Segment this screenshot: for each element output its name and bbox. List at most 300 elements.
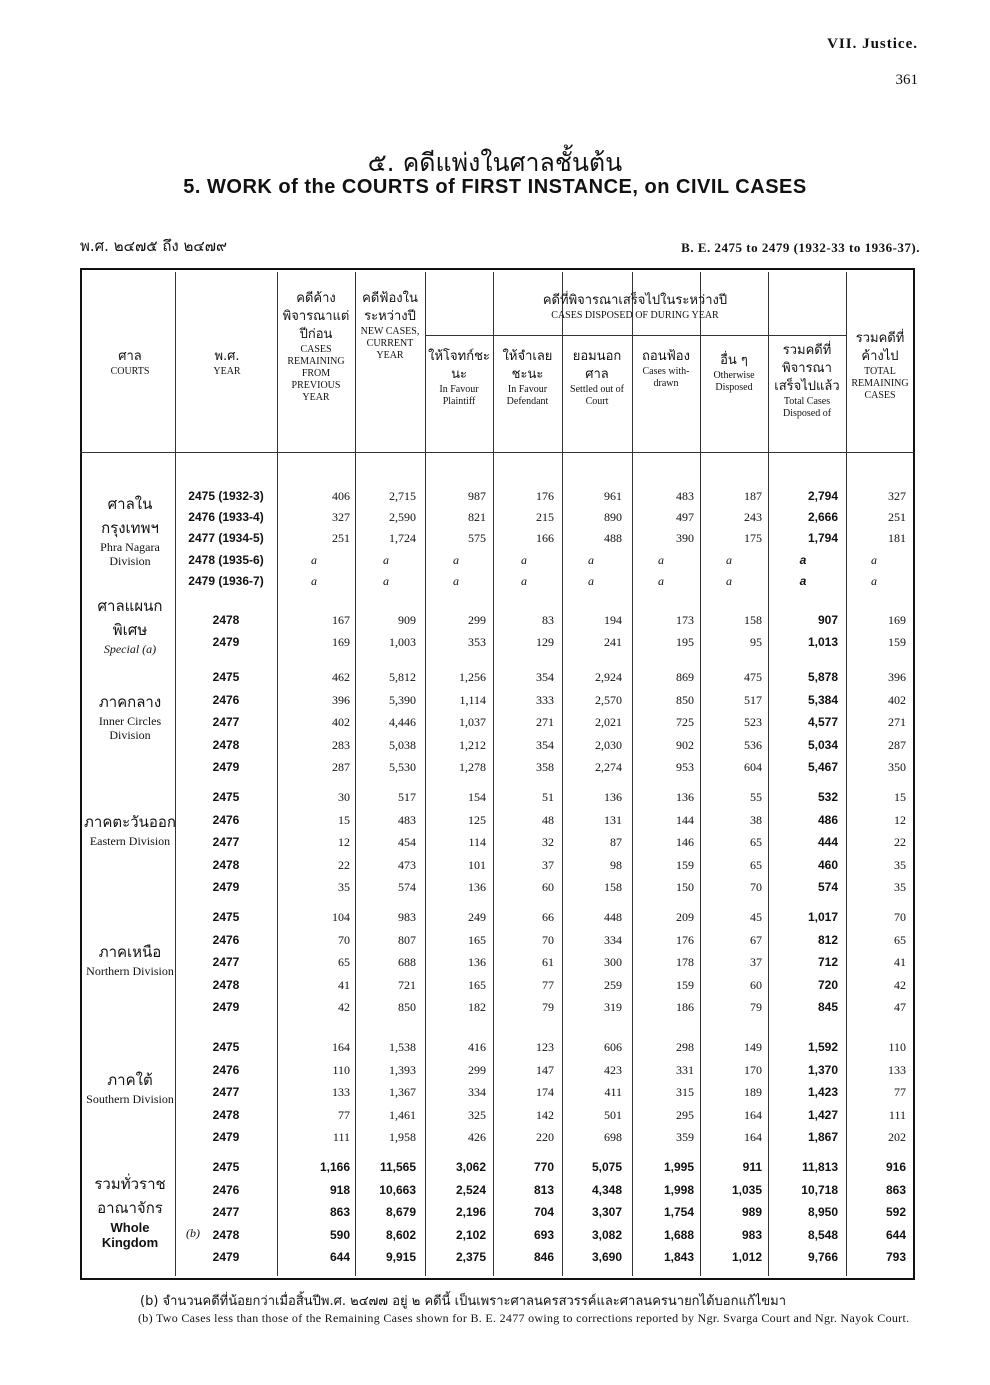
table-row [176, 831, 914, 853]
table-row [176, 1104, 914, 1126]
value-cell: 47 [894, 1000, 906, 1014]
value-cell: 70 [338, 932, 350, 947]
value-cell: 333 [536, 692, 554, 707]
table-row [176, 1059, 914, 1081]
value-cell: 423 [604, 1062, 622, 1077]
value-cell: 1,754 [663, 1205, 694, 1219]
value-cell: 2,375 [455, 1250, 486, 1264]
year-cell: 2479 (1936-7) [188, 573, 264, 588]
value-cell: a [453, 552, 459, 567]
table-row [176, 1179, 914, 1201]
value-cell: 1,370 [807, 1062, 838, 1077]
value-cell: 396 [888, 670, 906, 684]
value-cell: 176 [676, 932, 694, 947]
value-cell: 483 [676, 489, 694, 503]
value-cell: 444 [817, 835, 838, 849]
year-cell: 2478 (1935-6) [188, 552, 264, 567]
value-cell: 164 [744, 1130, 762, 1144]
value-cell: 3,690 [591, 1250, 622, 1264]
value-cell: 8,950 [807, 1205, 838, 1219]
value-cell: 1,843 [663, 1250, 694, 1264]
value-cell: 698 [604, 1130, 622, 1144]
value-cell: 165 [468, 977, 486, 992]
value-cell: 460 [817, 857, 838, 872]
table-row [176, 1246, 914, 1268]
value-cell: 189 [744, 1085, 762, 1099]
value-cell: 1,592 [807, 1040, 838, 1054]
year-cell: 2476 [212, 1182, 240, 1197]
year-cell: 2478 [212, 1107, 240, 1122]
value-cell: 35 [894, 857, 906, 872]
value-cell: 1,393 [389, 1062, 416, 1077]
table-row [176, 666, 914, 688]
value-cell: 114 [468, 835, 486, 849]
table-row [176, 854, 914, 876]
value-cell: a [799, 573, 807, 588]
value-cell: 110 [888, 1040, 906, 1054]
value-cell: 863 [329, 1205, 350, 1219]
value-cell: 194 [604, 613, 622, 627]
value-cell: 287 [332, 760, 350, 774]
value-cell: 283 [332, 737, 350, 752]
value-cell: 821 [468, 510, 486, 525]
value-cell: 2,274 [595, 760, 622, 774]
period-english: B. E. 2475 to 2479 (1932-33 to 1936-37). [681, 240, 920, 255]
value-cell: 4,446 [389, 715, 416, 729]
value-cell: 104 [332, 910, 350, 924]
year-cell: 2475 [212, 670, 240, 684]
value-cell: 590 [329, 1227, 350, 1242]
value-cell: 462 [332, 670, 350, 684]
value-cell: 416 [468, 1040, 486, 1054]
value-cell: 110 [332, 1062, 350, 1077]
value-cell: 1,867 [807, 1130, 838, 1144]
value-cell: 48 [542, 812, 554, 827]
year-cell: 2475 [212, 1040, 240, 1054]
value-cell: 411 [604, 1085, 622, 1099]
value-cell: 170 [744, 1062, 762, 1077]
value-cell: a [453, 573, 459, 588]
value-cell: 5,878 [807, 670, 838, 684]
value-cell: 169 [888, 613, 906, 627]
value-cell: 961 [604, 489, 622, 503]
header-disposed-group: คดีที่พิจารณาเสร็จไปในระหว่างปี CASES DISPOSED OF DURING YEAR [542, 293, 728, 321]
table-row [176, 689, 914, 711]
year-cell: 2476 (1933-4) [188, 510, 264, 525]
value-cell: 473 [398, 857, 416, 872]
table-row [176, 1201, 914, 1223]
value-cell: 1,724 [389, 531, 416, 546]
value-cell: 149 [744, 1040, 762, 1054]
value-cell: 396 [332, 692, 350, 707]
value-cell: 11,813 [801, 1160, 838, 1174]
value-cell: 1,367 [389, 1085, 416, 1099]
value-cell: 536 [744, 737, 762, 752]
court-label: ศาลในกรุงเทพฯ Phra Nagara Division [100, 495, 160, 568]
value-cell: 295 [676, 1107, 694, 1122]
table-row [176, 1081, 914, 1103]
value-cell: 3,062 [455, 1160, 486, 1174]
year-cell: 2478 [212, 737, 240, 752]
value-cell: 22 [338, 857, 350, 872]
value-cell: 5,812 [389, 670, 416, 684]
value-cell: a [521, 552, 527, 567]
year-cell: 2478 [212, 977, 240, 992]
value-cell: 2,021 [595, 715, 622, 729]
court-label: ภาคกลาง Inner Circles Division [98, 693, 162, 742]
value-cell: 37 [542, 857, 554, 872]
value-cell: 850 [398, 1000, 416, 1014]
value-cell: 319 [604, 1000, 622, 1014]
value-cell: a [383, 552, 389, 567]
value-cell: 1,114 [459, 692, 486, 707]
value-cell: 298 [676, 1040, 694, 1054]
value-cell: 1,012 [731, 1250, 762, 1264]
value-cell: 845 [817, 1000, 838, 1014]
table-row [176, 631, 914, 653]
year-cell: 2476 [212, 812, 240, 827]
value-cell: 165 [468, 932, 486, 947]
year-cell: 2477 [212, 715, 240, 729]
value-cell: 300 [604, 955, 622, 969]
value-cell: 1,958 [389, 1130, 416, 1144]
value-cell: 174 [536, 1085, 554, 1099]
value-cell: 136 [676, 790, 694, 804]
value-cell: 517 [398, 790, 416, 804]
value-cell: 111 [332, 1130, 350, 1144]
value-cell: 12 [338, 835, 350, 849]
value-cell: 220 [536, 1130, 554, 1144]
value-cell: 890 [604, 510, 622, 525]
year-cell: 2476 [212, 1062, 240, 1077]
value-cell: 175 [744, 531, 762, 546]
footnote-mark: (b) [186, 1226, 200, 1240]
value-cell: 299 [468, 613, 486, 627]
value-cell: 60 [750, 977, 762, 992]
header-new: คดีฟ้องในระหว่างปี NEW CASES, CURRENT YEAR [360, 291, 420, 361]
value-cell: 95 [750, 634, 762, 649]
value-cell: 111 [888, 1107, 906, 1122]
value-cell: 916 [885, 1160, 906, 1174]
value-cell: 70 [750, 880, 762, 894]
value-cell: 359 [676, 1130, 694, 1144]
header-rule [80, 452, 915, 453]
table-row [176, 809, 914, 831]
value-cell: 704 [533, 1205, 554, 1219]
value-cell: 5,384 [807, 692, 838, 707]
value-cell: 406 [332, 489, 350, 503]
value-cell: 142 [536, 1107, 554, 1122]
value-cell: 133 [888, 1062, 906, 1077]
value-cell: 67 [750, 932, 762, 947]
value-cell: 863 [885, 1182, 906, 1197]
header-withdrawn: ถอนฟ้อง Cases with-drawn [642, 349, 690, 389]
value-cell: 251 [888, 510, 906, 525]
value-cell: 22 [894, 835, 906, 849]
table-row [176, 951, 914, 973]
value-cell: 483 [398, 812, 416, 827]
value-cell: 1,037 [459, 715, 486, 729]
value-cell: 770 [533, 1160, 554, 1174]
value-cell: 350 [888, 760, 906, 774]
value-cell: 131 [604, 812, 622, 827]
value-cell: 1,998 [663, 1182, 694, 1197]
value-cell: 167 [332, 613, 350, 627]
value-cell: 354 [536, 670, 554, 684]
value-cell: 911 [742, 1160, 762, 1174]
year-cell: 2479 [212, 1250, 240, 1264]
value-cell: 5,038 [389, 737, 416, 752]
value-cell: 813 [533, 1182, 554, 1197]
header-settled: ยอมนอกศาล Settled out of Court [570, 349, 624, 407]
value-cell: 173 [676, 613, 694, 627]
value-cell: 65 [750, 857, 762, 872]
value-cell: 5,075 [591, 1160, 622, 1174]
year-cell: 2476 [212, 932, 240, 947]
value-cell: 101 [468, 857, 486, 872]
value-cell: 331 [676, 1062, 694, 1077]
value-cell: 159 [676, 977, 694, 992]
header-courts: ศาล COURTS [110, 349, 150, 377]
court-label: ภาคใต้ Southern Division [86, 1071, 174, 1106]
section-header: VII. Justice. [827, 36, 918, 52]
value-cell: 918 [329, 1182, 350, 1197]
value-cell: 325 [468, 1107, 486, 1122]
table-row [176, 906, 914, 928]
year-cell: 2478 [212, 1227, 240, 1242]
value-cell: 51 [542, 790, 554, 804]
value-cell: 37 [750, 955, 762, 969]
value-cell: 187 [744, 489, 762, 503]
value-cell: 241 [604, 634, 622, 649]
value-cell: 136 [468, 880, 486, 894]
table-row [176, 974, 914, 996]
year-cell: 2479 [212, 880, 240, 894]
value-cell: 158 [744, 613, 762, 627]
table-row [176, 549, 914, 571]
footnote-english: (b) Two Cases less than those of the Remaining Cases shown for B. E. 2477 owing to corrections reported by Ngr. Svarga Court and Ngr. Nayok Court. [138, 1311, 910, 1325]
value-cell: 195 [676, 634, 694, 649]
value-cell: 501 [604, 1107, 622, 1122]
value-cell: 4,577 [807, 715, 838, 729]
value-cell: 3,307 [591, 1205, 622, 1219]
value-cell: 850 [676, 692, 694, 707]
value-cell: 1,794 [807, 531, 838, 546]
value-cell: 909 [398, 613, 416, 627]
value-cell: 287 [888, 737, 906, 752]
value-cell: 87 [610, 835, 622, 849]
value-cell: 517 [744, 692, 762, 707]
value-cell: 426 [468, 1130, 486, 1144]
value-cell: 327 [888, 489, 906, 503]
value-cell: 186 [676, 1000, 694, 1014]
value-cell: 176 [536, 489, 554, 503]
value-cell: 77 [338, 1107, 350, 1122]
value-cell: 125 [468, 812, 486, 827]
value-cell: 215 [536, 510, 554, 525]
value-cell: 166 [536, 531, 554, 546]
value-cell: 720 [817, 977, 838, 992]
value-cell: 315 [676, 1085, 694, 1099]
value-cell: 3,082 [591, 1227, 622, 1242]
value-cell: 61 [542, 955, 554, 969]
page-number: 361 [895, 72, 918, 88]
value-cell: 159 [888, 634, 906, 649]
year-cell: 2477 (1934-5) [188, 531, 264, 546]
value-cell: 902 [676, 737, 694, 752]
table-row [176, 527, 914, 549]
value-cell: 60 [542, 880, 554, 894]
value-cell: 574 [817, 880, 838, 894]
value-cell: 354 [536, 737, 554, 752]
value-cell: 712 [817, 955, 838, 969]
value-cell: 2,570 [595, 692, 622, 707]
value-cell: 271 [888, 715, 906, 729]
year-cell: 2478 [212, 857, 240, 872]
value-cell: 243 [744, 510, 762, 525]
value-cell: 353 [468, 634, 486, 649]
value-cell: 644 [885, 1227, 906, 1242]
value-cell: 158 [604, 880, 622, 894]
value-cell: 1,212 [459, 737, 486, 752]
value-cell: 532 [817, 790, 838, 804]
table-row [176, 1224, 914, 1246]
title-thai: ๕. คดีแพ่งในศาลชั้นต้น [367, 148, 623, 177]
value-cell: 486 [817, 812, 838, 827]
value-cell: a [658, 552, 664, 567]
value-cell: 77 [542, 977, 554, 992]
year-cell: 2475 (1932-3) [188, 489, 264, 503]
table-row [176, 756, 914, 778]
value-cell: 1,538 [389, 1040, 416, 1054]
year-cell: 2475 [212, 1160, 240, 1174]
value-cell: a [726, 552, 732, 567]
value-cell: a [521, 573, 527, 588]
value-cell: 1,423 [807, 1085, 838, 1099]
value-cell: 606 [604, 1040, 622, 1054]
value-cell: 150 [676, 880, 694, 894]
value-cell: 989 [741, 1205, 762, 1219]
value-cell: 9,766 [807, 1250, 838, 1264]
value-cell: 169 [332, 634, 350, 649]
value-cell: 334 [604, 932, 622, 947]
value-cell: 144 [676, 812, 694, 827]
value-cell: 4,348 [591, 1182, 622, 1197]
value-cell: 1,256 [459, 670, 486, 684]
table-row [176, 996, 914, 1018]
value-cell: 5,467 [807, 760, 838, 774]
value-cell: 181 [888, 531, 906, 546]
value-cell: 136 [468, 955, 486, 969]
value-cell: 299 [468, 1062, 486, 1077]
value-cell: 164 [332, 1040, 350, 1054]
value-cell: 35 [894, 880, 906, 894]
value-cell: 2,715 [389, 489, 416, 503]
value-cell: 390 [676, 531, 694, 546]
value-cell: 2,924 [595, 670, 622, 684]
year-cell: 2475 [212, 910, 240, 924]
value-cell: a [311, 573, 317, 588]
value-cell: 807 [398, 932, 416, 947]
value-cell: 2,030 [595, 737, 622, 752]
value-cell: 1,035 [731, 1182, 762, 1197]
period-thai: พ.ศ. ๒๔๗๕ ถึง ๒๔๗๙ [80, 237, 228, 255]
year-cell: 2475 [212, 790, 240, 804]
value-cell: 154 [468, 790, 486, 804]
table-row [176, 1126, 914, 1148]
title-english: 5. WORK of the COURTS of FIRST INSTANCE, on CIVIL CASES [183, 176, 807, 198]
table-row [176, 786, 914, 808]
header-defendant: ให้จำเลยชะนะ In Favour Defendant [502, 349, 553, 407]
table-row [176, 734, 914, 756]
value-cell: a [588, 552, 594, 567]
value-cell: 70 [542, 932, 554, 947]
year-cell: 2477 [212, 835, 240, 849]
value-cell: 42 [338, 1000, 350, 1014]
value-cell: a [383, 573, 389, 588]
value-cell: 77 [894, 1085, 906, 1099]
value-cell: 159 [676, 857, 694, 872]
value-cell: 1,166 [319, 1160, 350, 1174]
year-cell: 2479 [212, 1130, 240, 1144]
value-cell: 358 [536, 760, 554, 774]
year-cell: 2476 [212, 692, 240, 707]
value-cell: 65 [750, 835, 762, 849]
value-cell: 907 [817, 613, 838, 627]
header-otherwise: อื่น ๆ Otherwise Disposed [713, 353, 755, 393]
value-cell: 725 [676, 715, 694, 729]
value-cell: 32 [542, 835, 554, 849]
value-cell: a [726, 573, 732, 588]
value-cell: 83 [542, 613, 554, 627]
value-cell: 869 [676, 670, 694, 684]
value-cell: 592 [885, 1205, 906, 1219]
value-cell: 182 [468, 1000, 486, 1014]
header-year: พ.ศ. YEAR [213, 349, 241, 377]
value-cell: 164 [744, 1107, 762, 1122]
table-row [176, 876, 914, 898]
year-cell: 2477 [212, 955, 240, 969]
year-cell: 2477 [212, 1205, 240, 1219]
table-row [176, 1156, 914, 1178]
value-cell: 38 [750, 812, 762, 827]
value-cell: 8,602 [385, 1227, 416, 1242]
value-cell: 812 [817, 932, 838, 947]
value-cell: 448 [604, 910, 622, 924]
value-cell: 55 [750, 790, 762, 804]
value-cell: 45 [750, 910, 762, 924]
value-cell: 2,524 [455, 1182, 486, 1197]
header-total-disposed: รวมคดีที่พิจารณาเสร็จไปแล้ว Total Cases Disposed of [774, 343, 840, 419]
value-cell: 15 [894, 790, 906, 804]
value-cell: 42 [894, 977, 906, 992]
value-cell: 30 [338, 790, 350, 804]
year-cell: 2479 [212, 634, 240, 649]
value-cell: a [658, 573, 664, 588]
value-cell: 488 [604, 531, 622, 546]
header-plaintiff: ให้โจทก์ชะนะ In Favour Plaintiff [428, 349, 490, 407]
value-cell: 693 [533, 1227, 554, 1242]
value-cell: 2,102 [455, 1227, 486, 1242]
value-cell: 575 [468, 531, 486, 546]
value-cell: 202 [888, 1130, 906, 1144]
table-row [176, 570, 914, 592]
value-cell: 721 [398, 977, 416, 992]
value-cell: 5,034 [807, 737, 838, 752]
value-cell: 402 [888, 692, 906, 707]
value-cell: 1,427 [807, 1107, 838, 1122]
value-cell: 2,590 [389, 510, 416, 525]
